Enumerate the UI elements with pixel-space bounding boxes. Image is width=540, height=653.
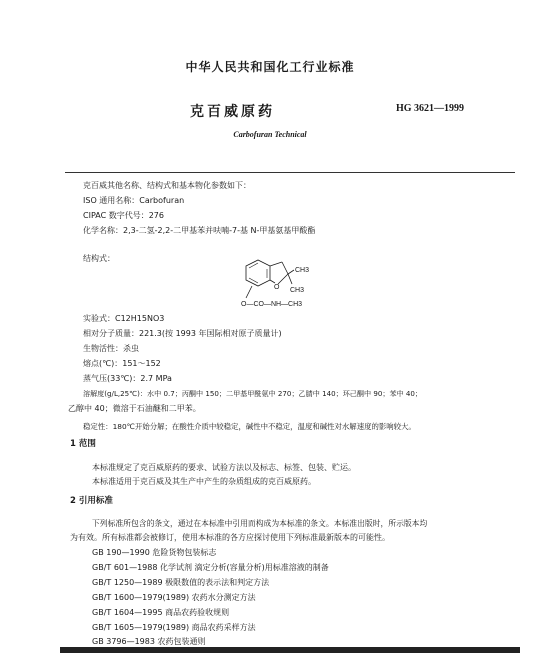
formula-label: 实验式：	[83, 314, 115, 323]
document-title: 克百威原药	[190, 104, 275, 120]
section-2-para-2: 为有效。所有标准都会被修订，使用本标准的各方应探讨使用下列标准最新版本的可能性。	[70, 533, 390, 542]
structural-formula	[230, 258, 350, 310]
header-rule	[65, 172, 515, 173]
methyl-mid: CH3	[290, 287, 305, 294]
reference-item: GB 190—1990 危险货物包装标志	[92, 548, 217, 557]
reference-item: GB/T 1600—1979(1989) 农药水分测定方法	[92, 593, 256, 602]
empirical-formula	[83, 313, 164, 324]
standard-organization: 中华人民共和国化工行业标准	[185, 60, 355, 74]
structure-label: 结构式：	[83, 254, 115, 263]
melting-point: 熔点(℃)：151～152	[83, 359, 161, 368]
biological-activity: 生物活性：杀虫	[83, 344, 139, 353]
methyl-top: CH3	[295, 267, 310, 274]
solubility-line-1: 溶解度(g/L,25℃)：水中 0.7；丙酮中 150；二甲基甲酰氨中 270；乙腈中 140；环己酮中 90；苯中 40；	[83, 389, 423, 398]
molar-mass: 相对分子质量：221.3(按 1993 年国际相对原子质量计)	[83, 329, 282, 338]
chemical-name: 化学名称：2,3-二氢-2,2-二甲基苯并呋喃-7-基 N-甲基氨基甲酸酯	[83, 226, 316, 235]
english-title: Carbofuran Technical	[233, 130, 307, 139]
formula-value: C12H15NO3	[115, 314, 165, 323]
reference-item: GB/T 1604—1995 商品农药验收规则	[92, 608, 230, 617]
reference-item: GB 3796—1983 农药包装通则	[92, 637, 206, 646]
section-2-heading: 2 引用标准	[70, 496, 113, 506]
stability: 稳定性：180℃开始分解；在酸性介质中较稳定，碱性中不稳定，温度和碱性对水解速度的影响较大。	[83, 422, 416, 431]
section-1-scope: 本标准规定了克百威原药的要求、试验方法以及标志、标签、包装、贮运。	[92, 463, 356, 472]
footer-bar	[60, 647, 520, 653]
vapor-pressure: 蒸气压(33℃)：2.7 MPa	[83, 374, 172, 383]
benzene-ring	[246, 260, 270, 286]
ring-oxygen: O	[274, 284, 280, 291]
reference-item: GB/T 601—1988 化学试剂 滴定分析(容量分析)用标准溶液的制备	[92, 563, 329, 572]
intro-lead: 克百威其他名称、结构式和基本物化参数如下：	[83, 181, 251, 190]
section-2-para-1: 下列标准所包含的条文，通过在本标准中引用而构成为本标准的条文。本标准出版时，所示版本均	[92, 519, 428, 528]
section-1-heading: 1 范围	[70, 439, 96, 449]
cipac-code: CIPAC 数字代号：276	[83, 211, 164, 220]
solubility-line-2: 乙醇中 40；微溶于石油醚和二甲苯。	[68, 404, 201, 413]
iso-name: ISO 通用名称：Carbofuran	[83, 196, 185, 205]
standard-code: HG 3621—1999	[396, 103, 465, 114]
carbamate-chain: O—CO—NH—CH3	[241, 301, 303, 308]
section-1-applicability: 本标准适用于克百威及其生产中产生的杂质组成的克百威原药。	[92, 477, 316, 486]
reference-item: GB/T 1250—1989 极限数值的表示法和判定方法	[92, 578, 270, 587]
reference-item: GB/T 1605—1979(1989) 商品农药采样方法	[92, 623, 256, 632]
